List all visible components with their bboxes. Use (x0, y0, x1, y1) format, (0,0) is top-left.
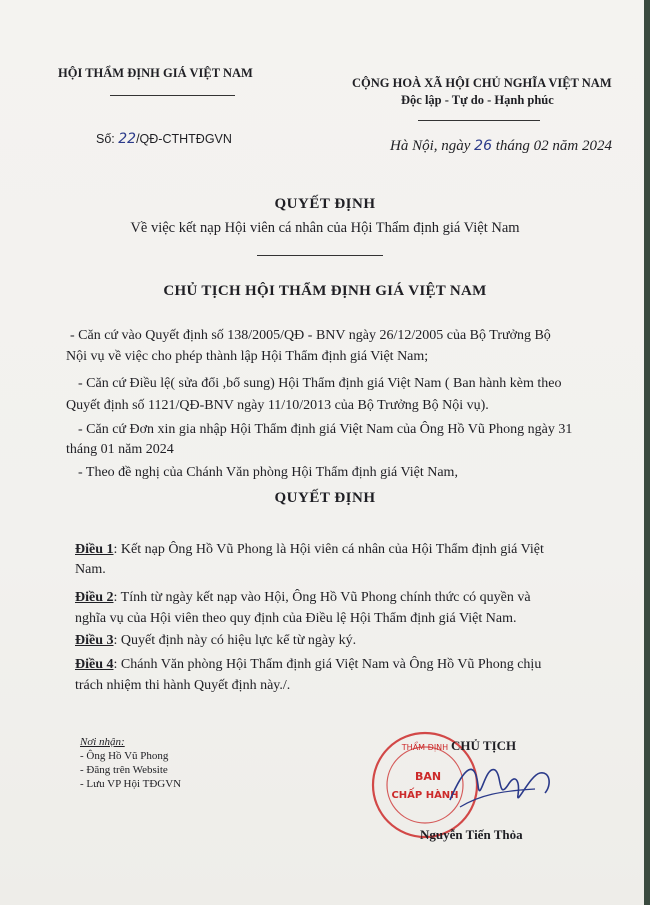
article-label: Điều 4 (75, 657, 114, 672)
decision-heading: QUYẾT ĐỊNH (274, 490, 376, 506)
basis-line: tháng 01 năm 2024 (66, 442, 174, 457)
article-sep: : (113, 633, 121, 648)
national-motto: Độc lập - Tự do - Hạnh phúc (401, 93, 554, 107)
article-text: Tính từ ngày kết nạp vào Hội, Ông Hồ Vũ Phong chính thức có quyền và (120, 590, 531, 605)
article-label: Điều 1 (75, 542, 114, 557)
basis-line: Quyết định số 1121/QĐ-BNV ngày 11/10/2013 của Bộ Trưởng Bộ Nội vụ). (66, 398, 489, 413)
recipient-item: - Ông Hồ Vũ Phong (80, 750, 169, 762)
basis-line: - Căn cứ Đơn xin gia nhập Hội Thẩm định giá Việt Nam của Ông Hồ Vũ Phong ngày 31 (78, 422, 573, 437)
basis-line: - Căn cứ Điều lệ( sửa đổi ,bổ sung) Hội Thẩm định giá Việt Nam ( Ban hành kèm theo (78, 376, 562, 391)
basis-line: - Căn cứ vào Quyết định số 138/2005/QĐ - BNV ngày 26/12/2005 của Bộ Trưởng Bộ (70, 328, 551, 343)
article-text: Kết nạp Ông Hồ Vũ Phong là Hội viên cá nhân của Hội Thẩm định giá Việt (120, 542, 544, 557)
article-3 (75, 631, 356, 651)
organization-underline (110, 95, 235, 96)
article-2 (75, 588, 531, 608)
date-day-handwritten: 26 (474, 138, 492, 154)
national-title: CỘNG HOÀ XÃ HỘI CHỦ NGHĨA VIỆT NAM (352, 76, 612, 90)
signer-name: Nguyễn Tiến Thỏa (420, 827, 523, 842)
article-label: Điều 3 (75, 633, 114, 648)
article-label: Điều 2 (75, 590, 114, 605)
authority-title: CHỦ TỊCH HỘI THẨM ĐỊNH GIÁ VIỆT NAM (163, 283, 487, 299)
handwritten-signature (440, 745, 560, 825)
document-date (390, 138, 612, 155)
article-1-cont: Nam. (75, 562, 106, 577)
recipients-heading: Nơi nhận: (80, 736, 125, 748)
article-sep: : (113, 590, 121, 605)
number-prefix: Số: (96, 132, 119, 146)
article-4 (75, 655, 541, 675)
basis-line: - Theo đề nghị của Chánh Văn phòng Hội Thẩm định giá Việt Nam, (78, 465, 458, 480)
subject-underline (257, 255, 383, 256)
basis-line: Nội vụ về việc cho phép thành lập Hội Thẩm định giá Việt Nam; (66, 349, 429, 364)
article-text: Quyết định này có hiệu lực kể từ ngày ký. (120, 633, 357, 648)
signer-title: CHỦ TỊCH (451, 738, 517, 753)
article-text: Chánh Văn phòng Hội Thẩm định giá Việt Nam và Ông Hồ Vũ Phong chịu (120, 657, 542, 672)
article-4-cont: trách nhiệm thi hành Quyết định này./. (75, 678, 291, 693)
seal-line1: BAN (414, 770, 442, 783)
document-type: QUYẾT ĐỊNH (274, 196, 376, 212)
date-prefix: Hà Nội, ngày (390, 138, 475, 154)
document-subject: Về việc kết nạp Hội viên cá nhân của Hội Thẩm định giá Việt Nam (130, 220, 520, 236)
article-1 (75, 540, 544, 560)
number-handwritten: 22 (118, 131, 137, 147)
document-number (96, 131, 232, 147)
article-2-cont: nghĩa vụ của Hội viên theo quy định của Điều lệ Hội Thẩm định giá Việt Nam. (75, 611, 517, 626)
page-edge (644, 0, 650, 905)
number-suffix: /QĐ-CTHTĐGVN (136, 132, 232, 146)
motto-underline (418, 120, 540, 121)
organization-name: HỘI THẨM ĐỊNH GIÁ VIỆT NAM (58, 66, 253, 80)
recipient-item: - Đăng trên Website (80, 764, 168, 776)
recipient-item: - Lưu VP Hội TĐGVN (80, 778, 182, 790)
seal-line2: CHẤP HÀNH (391, 790, 459, 801)
article-sep: : (113, 657, 121, 672)
article-sep: : (113, 542, 121, 557)
date-suffix: tháng 02 năm 2024 (492, 138, 612, 154)
seal-top-text: THẨM ĐỊNH (401, 743, 449, 752)
